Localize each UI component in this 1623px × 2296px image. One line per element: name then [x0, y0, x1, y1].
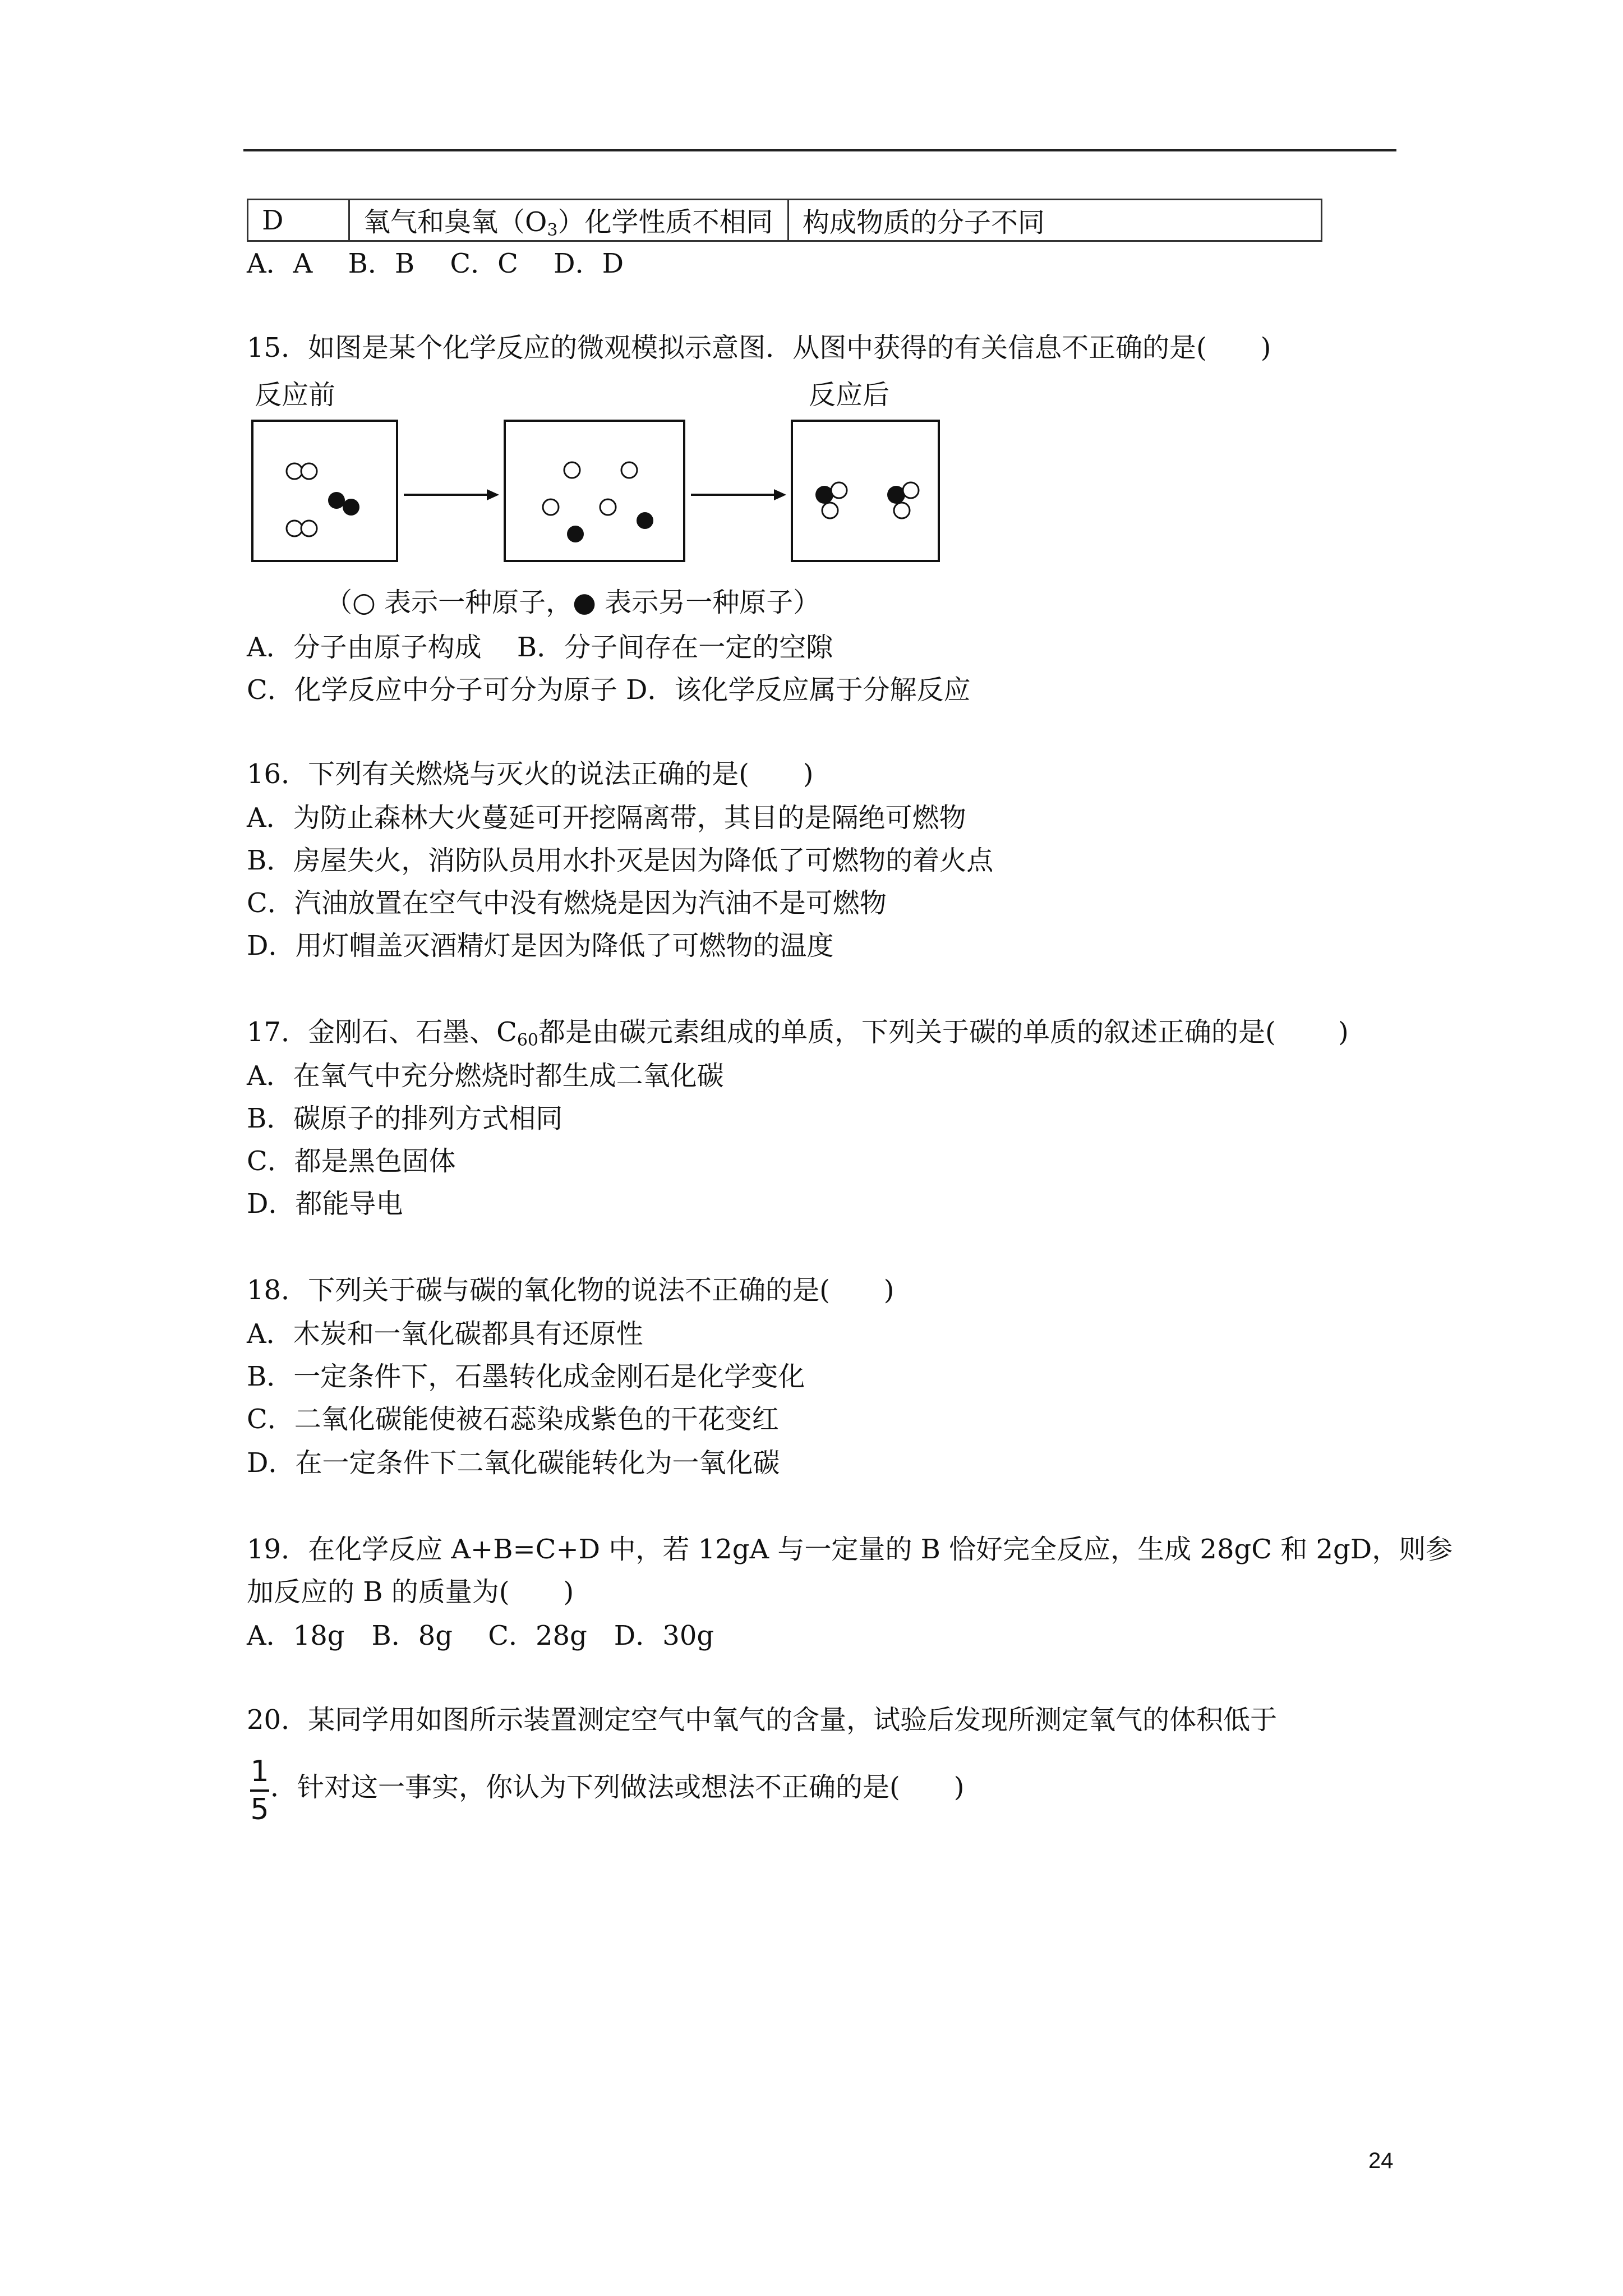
q17-option-d: D．都能导电 [247, 1188, 403, 1220]
q15-options-ab: A．分子由原子构成 B．分子间存在一定的空隙 [247, 632, 833, 663]
reaction-diagram [241, 370, 970, 639]
black-atom [328, 492, 345, 509]
q17-option-c: C．都是黑色固体 [247, 1145, 456, 1177]
q17-stem: 17．金刚石、石墨、$C_{60}$都是由碳元素组成的单质，下列关于碳的单质的叙述正确的是( ) [247, 1016, 1349, 1050]
table-cell-fact: 氧气和臭氧$(O_3)$化学性质不相同 [349, 200, 789, 241]
white-atom [621, 462, 637, 478]
q16-option-c: C．汽油放置在空气中没有燃烧是因为汽油不是可燃物 [247, 887, 887, 919]
q14-options: A．A B．B C．C D．D [247, 248, 624, 279]
white-atom [822, 503, 838, 518]
fraction-denominator: 5 [250, 1793, 269, 1826]
white-atom [287, 521, 302, 536]
fraction-bar [250, 1789, 269, 1792]
black-atom [343, 499, 359, 516]
label-after: 反应后 [809, 379, 890, 411]
table-cell-reason: 构成物质的分子不同 [789, 200, 1322, 241]
fraction-one-fifth [250, 1756, 269, 1825]
white-atom [894, 503, 910, 518]
white-atom [543, 499, 559, 515]
q15-stem: 15．如图是某个化学反应的微观模拟示意图．从图中获得的有关信息不正确的是( ) [247, 332, 1271, 364]
options-table [247, 199, 1322, 242]
box-before [252, 421, 397, 561]
table-cell-option: D [248, 200, 349, 241]
q18-option-b: B．一定条件下，石墨转化成金刚石是化学变化 [247, 1361, 805, 1392]
q16-option-a: A．为防止森林大火蔓延可开挖隔离带，其目的是隔绝可燃物 [247, 802, 966, 834]
table-row [248, 200, 1322, 241]
black-atom [567, 526, 584, 542]
box-middle [505, 421, 684, 561]
black-atom [637, 512, 653, 529]
q19-stem-line2: 加反应的 B 的质量为( ) [247, 1576, 574, 1608]
q18-stem: 18．下列关于碳与碳的氧化物的说法不正确的是( ) [247, 1274, 895, 1306]
white-atom [903, 482, 919, 498]
q16-option-d: D．用灯帽盖灭酒精灯是因为降低了可燃物的温度 [247, 930, 834, 961]
white-atom [287, 463, 302, 479]
q19-stem-line1: 19．在化学反应 A+B=C+D 中，若 12gA 与一定量的 B 恰好完全反应，生成 28gC 和 2gD，则参 [247, 1534, 1453, 1565]
arrow-2-head [774, 489, 786, 500]
header-rule [243, 149, 1396, 151]
white-atom [301, 521, 317, 536]
white-atom [564, 462, 580, 478]
q16-stem: 16．下列有关燃烧与灭火的说法正确的是( ) [247, 758, 814, 790]
q19-options: A．18g B．8g C．28g D．30g [247, 1620, 714, 1651]
q18-option-a: A．木炭和一氧化碳都具有还原性 [247, 1318, 643, 1350]
fraction-numerator: 1 [250, 1755, 269, 1788]
arrow-1-head [487, 489, 499, 500]
q20-stem-line1: 20．某同学用如图所示装置测定空气中氧气的含量，试验后发现所测定氧气的体积低于 [247, 1704, 1278, 1736]
diagram-legend: （○ 表示一种原子，● 表示另一种原子） [325, 587, 820, 618]
white-atom [600, 499, 616, 515]
q15-options-cd: C．化学反应中分子可分为原子 D．该化学反应属于分解反应 [247, 674, 971, 706]
q17-option-b: B．碳原子的排列方式相同 [247, 1103, 563, 1134]
white-atom [301, 463, 317, 479]
white-atom [831, 482, 847, 498]
page-number: 24 [1368, 2148, 1394, 2173]
q16-option-b: B．房屋失火，消防队员用水扑灭是因为降低了可燃物的着火点 [247, 845, 994, 876]
q20-stem-line2: ．针对这一事实，你认为下列做法或想法不正确的是( ) [270, 1772, 965, 1803]
label-before: 反应前 [255, 379, 336, 411]
q18-option-c: C．二氧化碳能使被石蕊染成紫色的干花变红 [247, 1404, 779, 1435]
q17-option-a: A．在氧气中充分燃烧时都生成二氧化碳 [247, 1060, 724, 1092]
q18-option-d: D．在一定条件下二氧化碳能转化为一氧化碳 [247, 1447, 780, 1479]
